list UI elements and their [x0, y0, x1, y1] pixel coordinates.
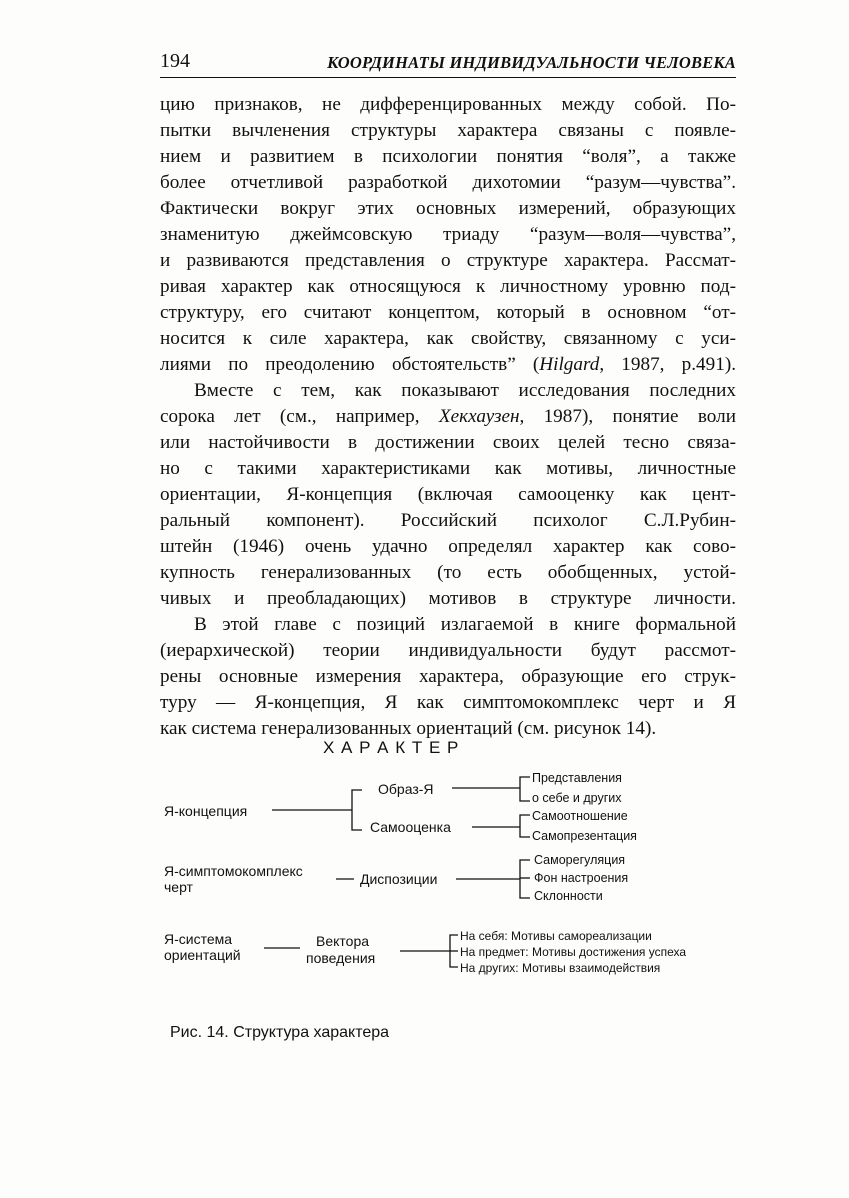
text-line: знаменитую джеймсовскую триаду “разум—воля—чувства”, [160, 224, 736, 245]
text-line: пытки вычленения структуры характера связаны с появле- [160, 120, 736, 141]
body-text [160, 92, 736, 742]
diagram-title: Х А Р А К Т Е Р [323, 738, 460, 757]
text-line: или настойчивости в достижении своих целей тесно связа- [160, 432, 736, 453]
text-line: Вместе с тем, как показывают исследования последних [194, 380, 736, 401]
leaf-self-regulation: Саморегуляция [534, 853, 626, 867]
leaf-mood-background: Фон настроения [534, 871, 629, 885]
paragraph-2 [160, 378, 736, 612]
text-line: туру — Я-концепция, Я как симптомокомплекс черт и Я [160, 692, 736, 713]
text-line [160, 404, 736, 430]
leaf-self-attitude: Самоотношение [532, 809, 628, 823]
text-line: ривая характер как относящуюся к личностному уровню под- [160, 276, 736, 297]
text-line: рены основные измерения характера, образующие его струк- [160, 666, 736, 687]
node-behavior-vectors-2: поведения [306, 950, 376, 966]
node-self-image: Образ-Я [378, 781, 434, 797]
page-header [160, 48, 736, 82]
node-orientation-system-2: ориентаций [164, 947, 241, 963]
text-line: чивых и преобладающих) мотивов в структуре личности. [160, 588, 736, 609]
leaf-self-motives: На себя: Мотивы самореализации [460, 929, 652, 943]
text-line: штейн (1946) очень удачно определял характер как сово- [160, 536, 736, 557]
node-behavior-vectors: Вектора [316, 933, 370, 949]
text-segment: , 1987), понятие воли [519, 406, 736, 427]
leaf-about-self-others: о себе и других [532, 791, 622, 805]
text-segment: , 1987, р.491). [599, 354, 736, 375]
text-line: (иерархической) теории индивидуальности будут рассмот- [160, 640, 736, 661]
leaf-representations: Представления [532, 771, 622, 785]
paragraph-3 [160, 612, 736, 742]
node-symptom-complex-traits: черт [164, 879, 193, 895]
text-line: но с такими характеристиками как мотивы, личностные [160, 458, 736, 479]
node-dispositions: Диспозиции [360, 871, 438, 887]
paragraph-1 [160, 92, 736, 378]
leaf-object-motives: На предмет: Мотивы достижения успеха [460, 945, 687, 959]
text-line: Фактически вокруг этих основных измерений, образующих [160, 198, 736, 219]
character-structure-diagram [160, 730, 760, 990]
text-line: ральный компонент). Российский психолог С.Л.Рубин- [160, 510, 736, 531]
text-line: В этой главе с позиций излагаемой в книге формальной [194, 614, 736, 635]
leaf-others-motives: На других: Мотивы взаимодействия [460, 961, 661, 975]
leaf-inclinations: Склонности [534, 889, 603, 903]
text-line: структуру, его считают концептом, который в основном “от- [160, 302, 736, 323]
text-line: нием и развитием в психологии понятия “воля”, а также [160, 146, 736, 167]
node-orientation-system: Я-система [164, 931, 233, 947]
text-line: ориентации, Я-концепция (включая самооценку как цент- [160, 484, 736, 505]
node-self-esteem: Самооценка [370, 819, 451, 835]
text-line: цию признаков, не дифференцированных между собой. По- [160, 94, 736, 115]
citation-author: Хекхаузен [438, 406, 520, 427]
text-line: носится к силе характера, как свойству, связанному с уси- [160, 328, 736, 349]
text-line: более отчетливой разработкой дихотомии “разум—чувства”. [160, 172, 736, 193]
text-segment: сорока лет (см., например, [160, 406, 439, 427]
running-title: КООРДИНАТЫ ИНДИВИДУАЛЬНОСТИ ЧЕЛОВЕКА [327, 53, 736, 72]
node-self-concept: Я-концепция [164, 803, 248, 819]
leaf-self-presentation: Самопрезентация [532, 829, 637, 843]
header-rule [160, 77, 736, 78]
node-symptom-complex: Я-симптомокомплекс [164, 863, 303, 879]
citation-author: Hilgard [539, 354, 600, 375]
page-number: 194 [160, 50, 190, 72]
figure-caption: Рис. 14. Структура характера [170, 1024, 390, 1041]
text-segment: лиями по преодолению обстоятельств” ( [160, 354, 540, 375]
text-line [160, 352, 736, 378]
text-line: купность генерализованных (то есть обобщенных, устой- [160, 562, 736, 583]
text-line: и развиваются представления о структуре характера. Рассмат- [160, 250, 736, 271]
text-line: как система генерализованных ориентаций (см. рисунок 14). [160, 718, 657, 739]
